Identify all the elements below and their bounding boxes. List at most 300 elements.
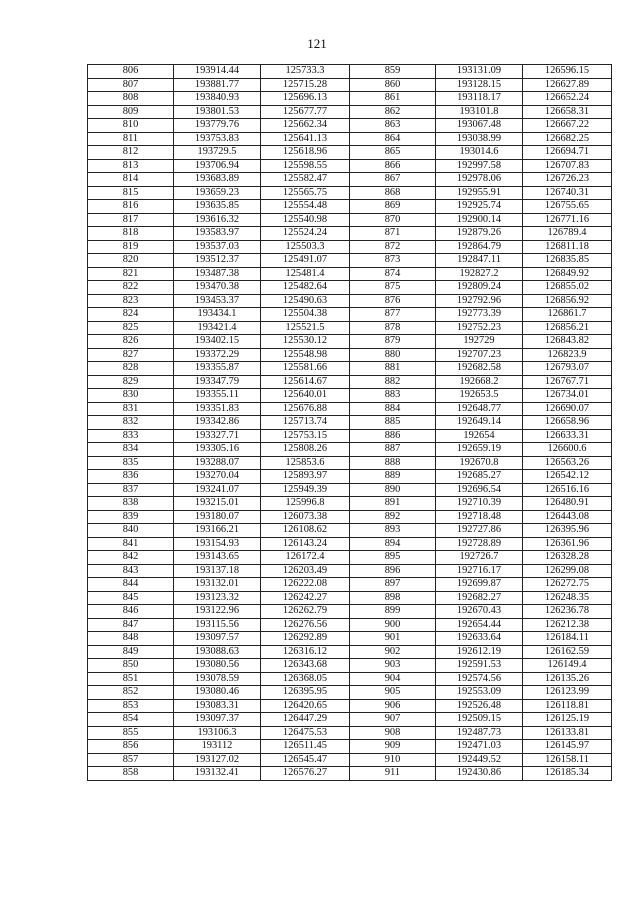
x-coordinate-cell: 192699.87 xyxy=(436,578,523,592)
table-row xyxy=(88,551,612,565)
y-coordinate-cell: 125503.3 xyxy=(261,240,350,254)
y-coordinate-cell: 125614.67 xyxy=(261,375,350,389)
table-row xyxy=(88,767,612,781)
point-number-cell: 827 xyxy=(88,348,174,362)
point-number-cell: 820 xyxy=(88,254,174,268)
table-row xyxy=(88,456,612,470)
x-coordinate-cell: 193014.6 xyxy=(436,146,523,160)
x-coordinate-cell: 192773.39 xyxy=(436,308,523,322)
y-coordinate-cell: 126667.22 xyxy=(523,119,612,133)
point-number-cell: 841 xyxy=(88,537,174,551)
x-coordinate-cell: 192526.48 xyxy=(436,699,523,713)
y-coordinate-cell: 125949.39 xyxy=(261,483,350,497)
y-coordinate-cell: 126576.27 xyxy=(261,767,350,781)
y-coordinate-cell: 126172.4 xyxy=(261,551,350,565)
x-coordinate-cell: 193616.32 xyxy=(174,213,261,227)
x-coordinate-cell: 193080.56 xyxy=(174,659,261,673)
point-number-cell: 876 xyxy=(350,294,436,308)
table-row xyxy=(88,470,612,484)
y-coordinate-cell: 126242.27 xyxy=(261,591,350,605)
x-coordinate-cell: 192729 xyxy=(436,335,523,349)
point-number-cell: 907 xyxy=(350,713,436,727)
point-number-cell: 831 xyxy=(88,402,174,416)
x-coordinate-cell: 192670.8 xyxy=(436,456,523,470)
y-coordinate-cell: 126212.38 xyxy=(523,618,612,632)
y-coordinate-cell: 125582.47 xyxy=(261,173,350,187)
table-row xyxy=(88,254,612,268)
point-number-cell: 821 xyxy=(88,267,174,281)
point-number-cell: 878 xyxy=(350,321,436,335)
x-coordinate-cell: 193127.02 xyxy=(174,753,261,767)
x-coordinate-cell: 193180.07 xyxy=(174,510,261,524)
table-row xyxy=(88,227,612,241)
y-coordinate-cell: 125662.34 xyxy=(261,119,350,133)
point-number-cell: 822 xyxy=(88,281,174,295)
x-coordinate-cell: 192827.2 xyxy=(436,267,523,281)
point-number-cell: 816 xyxy=(88,200,174,214)
x-coordinate-cell: 193080.46 xyxy=(174,686,261,700)
x-coordinate-cell: 193355.87 xyxy=(174,362,261,376)
point-number-cell: 814 xyxy=(88,173,174,187)
y-coordinate-cell: 126652.24 xyxy=(523,92,612,106)
table-row xyxy=(88,159,612,173)
table-row xyxy=(88,443,612,457)
point-number-cell: 812 xyxy=(88,146,174,160)
x-coordinate-cell: 192648.77 xyxy=(436,402,523,416)
x-coordinate-cell: 193342.86 xyxy=(174,416,261,430)
x-coordinate-cell: 193154.93 xyxy=(174,537,261,551)
y-coordinate-cell: 125565.75 xyxy=(261,186,350,200)
x-coordinate-cell: 193270.04 xyxy=(174,470,261,484)
y-coordinate-cell: 125713.74 xyxy=(261,416,350,430)
y-coordinate-cell: 126395.95 xyxy=(261,686,350,700)
y-coordinate-cell: 125893.97 xyxy=(261,470,350,484)
point-number-cell: 854 xyxy=(88,713,174,727)
y-coordinate-cell: 126145.97 xyxy=(523,740,612,754)
point-number-cell: 858 xyxy=(88,767,174,781)
point-number-cell: 874 xyxy=(350,267,436,281)
point-number-cell: 809 xyxy=(88,105,174,119)
x-coordinate-cell: 193128.15 xyxy=(436,78,523,92)
y-coordinate-cell: 125808.26 xyxy=(261,443,350,457)
y-coordinate-cell: 126658.96 xyxy=(523,416,612,430)
point-number-cell: 884 xyxy=(350,402,436,416)
y-coordinate-cell: 126694.71 xyxy=(523,146,612,160)
x-coordinate-cell: 192978.06 xyxy=(436,173,523,187)
y-coordinate-cell: 125490.63 xyxy=(261,294,350,308)
point-number-cell: 886 xyxy=(350,429,436,443)
point-number-cell: 905 xyxy=(350,686,436,700)
x-coordinate-cell: 192654 xyxy=(436,429,523,443)
x-coordinate-cell: 192925.74 xyxy=(436,200,523,214)
y-coordinate-cell: 126690.07 xyxy=(523,402,612,416)
x-coordinate-cell: 192653.5 xyxy=(436,389,523,403)
y-coordinate-cell: 126843.82 xyxy=(523,335,612,349)
x-coordinate-cell: 192668.2 xyxy=(436,375,523,389)
point-number-cell: 817 xyxy=(88,213,174,227)
table-row xyxy=(88,294,612,308)
y-coordinate-cell: 125530.12 xyxy=(261,335,350,349)
x-coordinate-cell: 193132.41 xyxy=(174,767,261,781)
table-row xyxy=(88,240,612,254)
point-number-cell: 861 xyxy=(350,92,436,106)
y-coordinate-cell: 125504.38 xyxy=(261,308,350,322)
point-number-cell: 891 xyxy=(350,497,436,511)
x-coordinate-cell: 192718.48 xyxy=(436,510,523,524)
point-number-cell: 852 xyxy=(88,686,174,700)
y-coordinate-cell: 126511.45 xyxy=(261,740,350,754)
x-coordinate-cell: 193132.01 xyxy=(174,578,261,592)
point-number-cell: 859 xyxy=(350,65,436,79)
point-number-cell: 911 xyxy=(350,767,436,781)
y-coordinate-cell: 126343.68 xyxy=(261,659,350,673)
table-row xyxy=(88,524,612,538)
table-row xyxy=(88,65,612,79)
x-coordinate-cell: 192685.27 xyxy=(436,470,523,484)
point-number-cell: 899 xyxy=(350,605,436,619)
x-coordinate-cell: 193434.1 xyxy=(174,308,261,322)
y-coordinate-cell: 126682.25 xyxy=(523,132,612,146)
y-coordinate-cell: 126542.12 xyxy=(523,470,612,484)
point-number-cell: 833 xyxy=(88,429,174,443)
y-coordinate-cell: 126793.07 xyxy=(523,362,612,376)
y-coordinate-cell: 126073.38 xyxy=(261,510,350,524)
y-coordinate-cell: 126125.19 xyxy=(523,713,612,727)
point-number-cell: 873 xyxy=(350,254,436,268)
x-coordinate-cell: 192726.7 xyxy=(436,551,523,565)
y-coordinate-cell: 125491.07 xyxy=(261,254,350,268)
table-row xyxy=(88,645,612,659)
y-coordinate-cell: 126248.35 xyxy=(523,591,612,605)
x-coordinate-cell: 193097.37 xyxy=(174,713,261,727)
table-row xyxy=(88,267,612,281)
x-coordinate-cell: 193372.29 xyxy=(174,348,261,362)
point-number-cell: 845 xyxy=(88,591,174,605)
x-coordinate-cell: 193038.99 xyxy=(436,132,523,146)
y-coordinate-cell: 126162.59 xyxy=(523,645,612,659)
point-number-cell: 903 xyxy=(350,659,436,673)
table-row xyxy=(88,672,612,686)
x-coordinate-cell: 193143.65 xyxy=(174,551,261,565)
point-number-cell: 869 xyxy=(350,200,436,214)
table-row xyxy=(88,713,612,727)
point-number-cell: 818 xyxy=(88,227,174,241)
point-number-cell: 863 xyxy=(350,119,436,133)
x-coordinate-cell: 193115.56 xyxy=(174,618,261,632)
x-coordinate-cell: 193537.03 xyxy=(174,240,261,254)
y-coordinate-cell: 126292.89 xyxy=(261,632,350,646)
y-coordinate-cell: 126734.01 xyxy=(523,389,612,403)
y-coordinate-cell: 126276.56 xyxy=(261,618,350,632)
point-number-cell: 883 xyxy=(350,389,436,403)
y-coordinate-cell: 126627.89 xyxy=(523,78,612,92)
y-coordinate-cell: 125753.15 xyxy=(261,429,350,443)
x-coordinate-cell: 193347.79 xyxy=(174,375,261,389)
point-number-cell: 870 xyxy=(350,213,436,227)
table-row xyxy=(88,213,612,227)
point-number-cell: 860 xyxy=(350,78,436,92)
table-row xyxy=(88,105,612,119)
table-row xyxy=(88,483,612,497)
y-coordinate-cell: 126658.31 xyxy=(523,105,612,119)
point-number-cell: 851 xyxy=(88,672,174,686)
x-coordinate-cell: 193779.76 xyxy=(174,119,261,133)
x-coordinate-cell: 193453.37 xyxy=(174,294,261,308)
point-number-cell: 842 xyxy=(88,551,174,565)
point-number-cell: 844 xyxy=(88,578,174,592)
x-coordinate-cell: 192612.19 xyxy=(436,645,523,659)
table-row xyxy=(88,375,612,389)
point-number-cell: 901 xyxy=(350,632,436,646)
y-coordinate-cell: 126835.85 xyxy=(523,254,612,268)
table-row xyxy=(88,510,612,524)
point-number-cell: 835 xyxy=(88,456,174,470)
coordinates-table-body xyxy=(88,65,612,781)
point-number-cell: 857 xyxy=(88,753,174,767)
x-coordinate-cell: 193166.21 xyxy=(174,524,261,538)
table-row xyxy=(88,537,612,551)
y-coordinate-cell: 126861.7 xyxy=(523,308,612,322)
x-coordinate-cell: 193118.17 xyxy=(436,92,523,106)
y-coordinate-cell: 126133.81 xyxy=(523,726,612,740)
y-coordinate-cell: 126158.11 xyxy=(523,753,612,767)
table-row xyxy=(88,389,612,403)
point-number-cell: 856 xyxy=(88,740,174,754)
point-number-cell: 875 xyxy=(350,281,436,295)
y-coordinate-cell: 126856.21 xyxy=(523,321,612,335)
y-coordinate-cell: 126823.9 xyxy=(523,348,612,362)
point-number-cell: 823 xyxy=(88,294,174,308)
x-coordinate-cell: 192670.43 xyxy=(436,605,523,619)
x-coordinate-cell: 193753.83 xyxy=(174,132,261,146)
x-coordinate-cell: 193421.4 xyxy=(174,321,261,335)
x-coordinate-cell: 193305.16 xyxy=(174,443,261,457)
table-row xyxy=(88,605,612,619)
x-coordinate-cell: 193078.59 xyxy=(174,672,261,686)
x-coordinate-cell: 192955.91 xyxy=(436,186,523,200)
y-coordinate-cell: 126856.92 xyxy=(523,294,612,308)
x-coordinate-cell: 192707.23 xyxy=(436,348,523,362)
y-coordinate-cell: 126755.65 xyxy=(523,200,612,214)
y-coordinate-cell: 126771.16 xyxy=(523,213,612,227)
table-row xyxy=(88,686,612,700)
y-coordinate-cell: 126811.18 xyxy=(523,240,612,254)
x-coordinate-cell: 193470.38 xyxy=(174,281,261,295)
y-coordinate-cell: 126475.53 xyxy=(261,726,350,740)
point-number-cell: 811 xyxy=(88,132,174,146)
point-number-cell: 882 xyxy=(350,375,436,389)
table-row xyxy=(88,200,612,214)
point-number-cell: 867 xyxy=(350,173,436,187)
table-row xyxy=(88,362,612,376)
y-coordinate-cell: 125481.4 xyxy=(261,267,350,281)
x-coordinate-cell: 192654.44 xyxy=(436,618,523,632)
y-coordinate-cell: 125715.28 xyxy=(261,78,350,92)
x-coordinate-cell: 193131.09 xyxy=(436,65,523,79)
table-row xyxy=(88,618,612,632)
x-coordinate-cell: 193512.37 xyxy=(174,254,261,268)
point-number-cell: 872 xyxy=(350,240,436,254)
x-coordinate-cell: 192900.14 xyxy=(436,213,523,227)
y-coordinate-cell: 125548.98 xyxy=(261,348,350,362)
x-coordinate-cell: 193101.8 xyxy=(436,105,523,119)
y-coordinate-cell: 126545.47 xyxy=(261,753,350,767)
table-row xyxy=(88,308,612,322)
y-coordinate-cell: 126420.65 xyxy=(261,699,350,713)
y-coordinate-cell: 126185.34 xyxy=(523,767,612,781)
x-coordinate-cell: 192509.15 xyxy=(436,713,523,727)
table-row xyxy=(88,429,612,443)
x-coordinate-cell: 192716.17 xyxy=(436,564,523,578)
point-number-cell: 839 xyxy=(88,510,174,524)
y-coordinate-cell: 125524.24 xyxy=(261,227,350,241)
x-coordinate-cell: 192649.14 xyxy=(436,416,523,430)
point-number-cell: 838 xyxy=(88,497,174,511)
point-number-cell: 898 xyxy=(350,591,436,605)
point-number-cell: 826 xyxy=(88,335,174,349)
x-coordinate-cell: 193112 xyxy=(174,740,261,754)
point-number-cell: 908 xyxy=(350,726,436,740)
table-row xyxy=(88,402,612,416)
point-number-cell: 836 xyxy=(88,470,174,484)
table-row xyxy=(88,119,612,133)
point-number-cell: 897 xyxy=(350,578,436,592)
y-coordinate-cell: 126118.81 xyxy=(523,699,612,713)
y-coordinate-cell: 126563.26 xyxy=(523,456,612,470)
table-row xyxy=(88,146,612,160)
y-coordinate-cell: 126855.02 xyxy=(523,281,612,295)
x-coordinate-cell: 193097.57 xyxy=(174,632,261,646)
y-coordinate-cell: 125641.13 xyxy=(261,132,350,146)
y-coordinate-cell: 125733.3 xyxy=(261,65,350,79)
y-coordinate-cell: 126108.62 xyxy=(261,524,350,538)
point-number-cell: 895 xyxy=(350,551,436,565)
x-coordinate-cell: 193635.85 xyxy=(174,200,261,214)
point-number-cell: 855 xyxy=(88,726,174,740)
x-coordinate-cell: 192487.73 xyxy=(436,726,523,740)
y-coordinate-cell: 126447.29 xyxy=(261,713,350,727)
x-coordinate-cell: 193683.89 xyxy=(174,173,261,187)
point-number-cell: 807 xyxy=(88,78,174,92)
point-number-cell: 866 xyxy=(350,159,436,173)
x-coordinate-cell: 193083.31 xyxy=(174,699,261,713)
x-coordinate-cell: 192864.79 xyxy=(436,240,523,254)
point-number-cell: 881 xyxy=(350,362,436,376)
x-coordinate-cell: 193583.97 xyxy=(174,227,261,241)
x-coordinate-cell: 192792.96 xyxy=(436,294,523,308)
point-number-cell: 828 xyxy=(88,362,174,376)
point-number-cell: 910 xyxy=(350,753,436,767)
x-coordinate-cell: 193106.3 xyxy=(174,726,261,740)
y-coordinate-cell: 126222.08 xyxy=(261,578,350,592)
y-coordinate-cell: 126633.31 xyxy=(523,429,612,443)
x-coordinate-cell: 193402.15 xyxy=(174,335,261,349)
point-number-cell: 889 xyxy=(350,470,436,484)
table-row xyxy=(88,321,612,335)
point-number-cell: 887 xyxy=(350,443,436,457)
y-coordinate-cell: 126316.12 xyxy=(261,645,350,659)
x-coordinate-cell: 193351.83 xyxy=(174,402,261,416)
point-number-cell: 840 xyxy=(88,524,174,538)
coordinates-table xyxy=(87,64,612,781)
table-row xyxy=(88,335,612,349)
table-row xyxy=(88,348,612,362)
y-coordinate-cell: 126328.28 xyxy=(523,551,612,565)
table-row xyxy=(88,416,612,430)
y-coordinate-cell: 125853.6 xyxy=(261,456,350,470)
x-coordinate-cell: 192696.54 xyxy=(436,483,523,497)
point-number-cell: 853 xyxy=(88,699,174,713)
y-coordinate-cell: 126480.91 xyxy=(523,497,612,511)
x-coordinate-cell: 193137.18 xyxy=(174,564,261,578)
y-coordinate-cell: 125540.98 xyxy=(261,213,350,227)
x-coordinate-cell: 192879.26 xyxy=(436,227,523,241)
table-row xyxy=(88,132,612,146)
y-coordinate-cell: 126262.79 xyxy=(261,605,350,619)
x-coordinate-cell: 192752.23 xyxy=(436,321,523,335)
x-coordinate-cell: 192449.52 xyxy=(436,753,523,767)
table-row xyxy=(88,632,612,646)
y-coordinate-cell: 126203.49 xyxy=(261,564,350,578)
table-row xyxy=(88,659,612,673)
y-coordinate-cell: 125581.66 xyxy=(261,362,350,376)
y-coordinate-cell: 126726.23 xyxy=(523,173,612,187)
y-coordinate-cell: 125521.5 xyxy=(261,321,350,335)
x-coordinate-cell: 193215.01 xyxy=(174,497,261,511)
table-row xyxy=(88,173,612,187)
x-coordinate-cell: 192633.64 xyxy=(436,632,523,646)
point-number-cell: 906 xyxy=(350,699,436,713)
x-coordinate-cell: 193288.07 xyxy=(174,456,261,470)
y-coordinate-cell: 126767.71 xyxy=(523,375,612,389)
point-number-cell: 825 xyxy=(88,321,174,335)
y-coordinate-cell: 126789.4 xyxy=(523,227,612,241)
y-coordinate-cell: 126707.83 xyxy=(523,159,612,173)
table-row xyxy=(88,564,612,578)
point-number-cell: 830 xyxy=(88,389,174,403)
y-coordinate-cell: 126516.16 xyxy=(523,483,612,497)
x-coordinate-cell: 193801.53 xyxy=(174,105,261,119)
point-number-cell: 806 xyxy=(88,65,174,79)
x-coordinate-cell: 193122.96 xyxy=(174,605,261,619)
point-number-cell: 865 xyxy=(350,146,436,160)
point-number-cell: 847 xyxy=(88,618,174,632)
y-coordinate-cell: 126361.96 xyxy=(523,537,612,551)
point-number-cell: 909 xyxy=(350,740,436,754)
y-coordinate-cell: 125640.01 xyxy=(261,389,350,403)
table-row xyxy=(88,186,612,200)
point-number-cell: 896 xyxy=(350,564,436,578)
x-coordinate-cell: 192847.11 xyxy=(436,254,523,268)
x-coordinate-cell: 193088.63 xyxy=(174,645,261,659)
x-coordinate-cell: 192682.58 xyxy=(436,362,523,376)
point-number-cell: 829 xyxy=(88,375,174,389)
y-coordinate-cell: 126272.75 xyxy=(523,578,612,592)
x-coordinate-cell: 193881.77 xyxy=(174,78,261,92)
point-number-cell: 813 xyxy=(88,159,174,173)
y-coordinate-cell: 125482.64 xyxy=(261,281,350,295)
x-coordinate-cell: 193487.38 xyxy=(174,267,261,281)
point-number-cell: 888 xyxy=(350,456,436,470)
point-number-cell: 890 xyxy=(350,483,436,497)
point-number-cell: 846 xyxy=(88,605,174,619)
table-row xyxy=(88,78,612,92)
y-coordinate-cell: 126395.96 xyxy=(523,524,612,538)
table-row xyxy=(88,578,612,592)
y-coordinate-cell: 125676.88 xyxy=(261,402,350,416)
table-row xyxy=(88,753,612,767)
point-number-cell: 894 xyxy=(350,537,436,551)
